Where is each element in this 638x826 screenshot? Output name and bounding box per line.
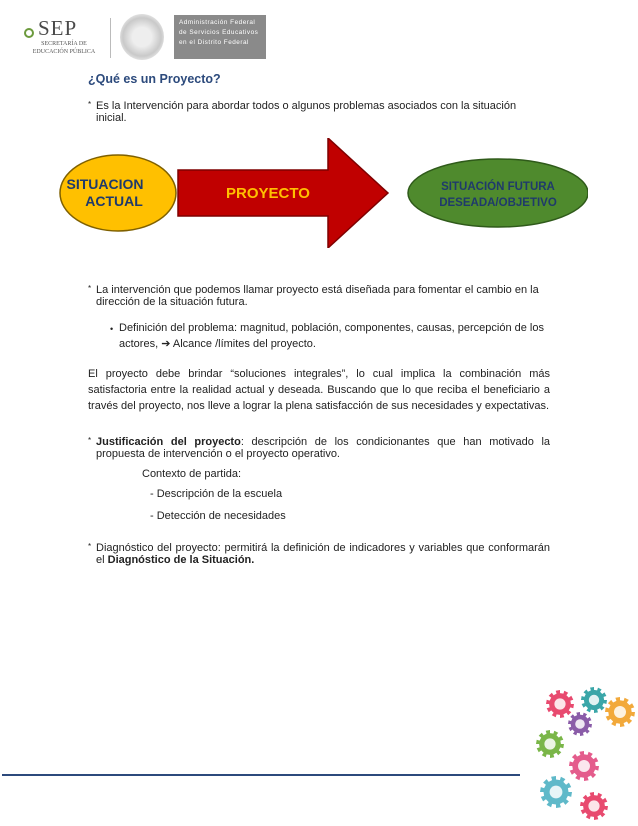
diagnostico-bullet — [88, 542, 550, 566]
bullet-marker: * — [88, 542, 92, 551]
gears-decoration-icon — [520, 682, 638, 826]
gear-hub-icon — [578, 760, 590, 772]
situacion-futura-shape — [408, 159, 588, 227]
soluciones-paragraph: El proyecto debe brindar “soluciones integrales”, lo cual implica la combinación más satisfactoria entre la realidad actual y deseada. Buscando que lo que reciba el beneficiario a través del proyecto, nos lleve a lograr la plena satisfacción de sus necesidades y expectativas. — [88, 368, 550, 412]
footer-rule — [2, 774, 520, 776]
header-divider — [110, 18, 111, 58]
definicion-sub-bullet — [110, 320, 554, 352]
diagnostico-text: Diagnóstico del proyecto: permitirá la definición de indicadores y variables que conformarán el — [96, 542, 550, 566]
situacion-actual-label-line1: SITUACION — [66, 176, 144, 192]
sep-logo-subtitle: SECRETARÍA DE EDUCACIÓN PÚBLICA — [32, 41, 96, 55]
bullet-marker: * — [88, 284, 92, 293]
contexto-item: - Detección de necesidades — [150, 510, 286, 522]
situacion-actual-label-line2: ACTUAL — [85, 193, 143, 209]
situacion-futura-label-line2: DESEADA/OBJETIVO — [439, 197, 557, 209]
intro-text: Es la Intervención para abordar todos o algunos problemas asociados con la situación inicial. — [96, 100, 517, 124]
justificacion-heading: Justificación del proyecto — [96, 436, 241, 448]
gear-hub-icon — [550, 786, 563, 799]
bullet-marker: * — [88, 436, 92, 445]
intro-bullet — [88, 100, 548, 124]
arrow-right-icon: ➔ — [161, 338, 171, 350]
gear-hub-icon — [575, 719, 585, 729]
gear-hub-icon — [554, 698, 565, 709]
gear-hub-icon — [588, 800, 599, 811]
intervencion-text: La intervención que podemos llamar proyecto está diseñada para fomentar el cambio en la dirección de la situación futura. — [96, 284, 539, 308]
sep-logo-text: SEP — [38, 16, 78, 40]
proyecto-label: PROYECTO — [226, 185, 310, 202]
page-header — [0, 0, 638, 70]
sep-logo-emblem-icon — [24, 28, 34, 38]
page-title: ¿Qué es un Proyecto? — [88, 72, 221, 86]
intervencion-bullet — [88, 284, 550, 308]
gear-hub-icon — [589, 695, 599, 705]
justificacion-text: : descripción de los condicionantes que han motivado la propuesta de intervención o el proyecto operativo. — [96, 436, 551, 460]
justificacion-bullet — [88, 436, 550, 460]
bullet-marker: * — [88, 100, 92, 109]
mexico-seal-icon — [120, 14, 164, 60]
contexto-item: - Descripción de la escuela — [150, 488, 283, 500]
gear-hub-icon — [544, 738, 555, 749]
diagnostico-bold: Diagnóstico de la Situación. — [107, 554, 255, 566]
gear-hub-icon — [614, 706, 626, 718]
situacion-futura-label-line1: SITUACIÓN FUTURA — [441, 181, 555, 193]
project-diagram — [58, 138, 588, 248]
afsedf-logo: Administración Federal de Servicios Educativos en el Distrito Federal — [174, 15, 266, 59]
alcance-text: Alcance /límites del proyecto. — [172, 338, 316, 350]
contexto-label: Contexto de partida: — [142, 468, 242, 480]
definicion-text: Definición del problema: magnitud, población, componentes, causas, percepción de los actores, — [119, 322, 544, 350]
sub-bullet-marker: • — [110, 324, 114, 334]
